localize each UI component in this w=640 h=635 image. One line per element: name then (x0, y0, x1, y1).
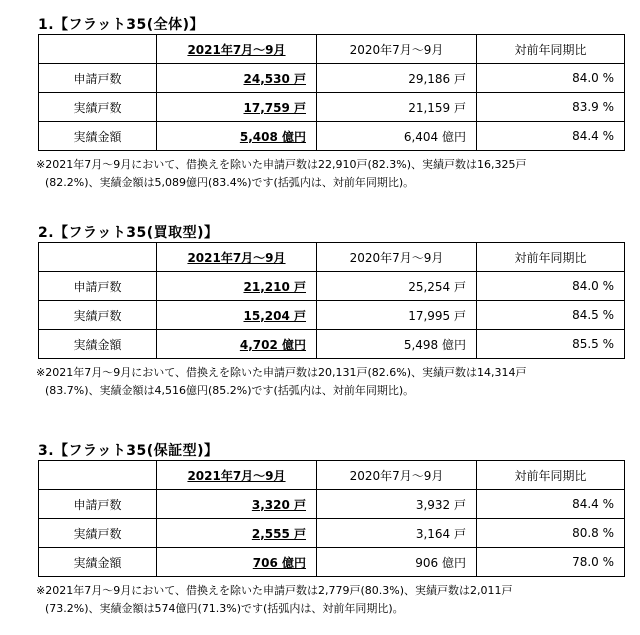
current-value: 706 億円 (157, 548, 317, 577)
ratio-value: 84.5 % (477, 301, 625, 330)
footnote (36, 156, 636, 192)
current-value: 17,759 戸 (157, 93, 317, 122)
row-label: 実績金額 (39, 122, 157, 151)
header-current-period: 2021年7月～9月 (157, 461, 317, 490)
footnote (36, 364, 636, 400)
ratio-value: 83.9 % (477, 93, 625, 122)
footnote-line-1: ※2021年7月～9月において、借換えを除いた申請戸数は20,131戸(82.6%)、実績戸数は14,314戸 (36, 366, 527, 379)
current-value: 5,408 億円 (157, 122, 317, 151)
table-row (39, 330, 625, 359)
previous-value: 17,995 戸 (317, 301, 477, 330)
previous-value: 3,932 戸 (317, 490, 477, 519)
current-value: 2,555 戸 (157, 519, 317, 548)
table-row (39, 519, 625, 548)
header-current-period: 2021年7月～9月 (157, 243, 317, 272)
table-header-row (39, 35, 625, 64)
footnote-line-2: (73.2%)、実績金額は574億円(71.3%)です(括弧内は、対前年同期比)。 (45, 602, 404, 615)
footnote-line-1: ※2021年7月～9月において、借換えを除いた申請戸数は22,910戸(82.3%)、実績戸数は16,325戸 (36, 158, 527, 171)
current-value: 3,320 戸 (157, 490, 317, 519)
table-row (39, 490, 625, 519)
ratio-value: 84.0 % (477, 272, 625, 301)
current-value: 21,210 戸 (157, 272, 317, 301)
header-empty-cell (39, 243, 157, 272)
row-label: 実績金額 (39, 330, 157, 359)
header-yoy-ratio: 対前年同期比 (477, 461, 625, 490)
previous-value: 29,186 戸 (317, 64, 477, 93)
row-label: 実績金額 (39, 548, 157, 577)
header-empty-cell (39, 461, 157, 490)
ratio-value: 80.8 % (477, 519, 625, 548)
table-row (39, 301, 625, 330)
ratio-value: 85.5 % (477, 330, 625, 359)
previous-value: 3,164 戸 (317, 519, 477, 548)
footnote-line-1: ※2021年7月～9月において、借換えを除いた申請戸数は2,779戸(80.3%)、実績戸数は2,011戸 (36, 584, 513, 597)
ratio-value: 84.4 % (477, 122, 625, 151)
stats-table (38, 460, 625, 577)
table-row (39, 93, 625, 122)
header-yoy-ratio: 対前年同期比 (477, 35, 625, 64)
row-label: 実績戸数 (39, 93, 157, 122)
table-header-row (39, 243, 625, 272)
table-row (39, 548, 625, 577)
row-label: 申請戸数 (39, 272, 157, 301)
header-previous-period: 2020年7月～9月 (317, 35, 477, 64)
section-title: 3.【フラット35(保証型)】 (38, 443, 219, 459)
ratio-value: 84.0 % (477, 64, 625, 93)
footnote (36, 582, 636, 618)
footnote-line-2: (83.7%)、実績金額は4,516億円(85.2%)です(括弧内は、対前年同期比)。 (45, 384, 415, 397)
row-label: 実績戸数 (39, 301, 157, 330)
header-current-period: 2021年7月～9月 (157, 35, 317, 64)
header-previous-period: 2020年7月～9月 (317, 461, 477, 490)
previous-value: 906 億円 (317, 548, 477, 577)
previous-value: 25,254 戸 (317, 272, 477, 301)
stats-table (38, 34, 625, 151)
header-empty-cell (39, 35, 157, 64)
current-value: 15,204 戸 (157, 301, 317, 330)
section-title: 2.【フラット35(買取型)】 (38, 225, 219, 241)
section-title: 1.【フラット35(全体)】 (38, 17, 205, 33)
ratio-value: 78.0 % (477, 548, 625, 577)
table-row (39, 272, 625, 301)
ratio-value: 84.4 % (477, 490, 625, 519)
table-row (39, 64, 625, 93)
previous-value: 6,404 億円 (317, 122, 477, 151)
table-row (39, 122, 625, 151)
footnote-line-2: (82.2%)、実績金額は5,089億円(83.4%)です(括弧内は、対前年同期比)。 (45, 176, 415, 189)
row-label: 実績戸数 (39, 519, 157, 548)
stats-table (38, 242, 625, 359)
row-label: 申請戸数 (39, 64, 157, 93)
table-header-row (39, 461, 625, 490)
previous-value: 21,159 戸 (317, 93, 477, 122)
header-previous-period: 2020年7月～9月 (317, 243, 477, 272)
current-value: 24,530 戸 (157, 64, 317, 93)
header-yoy-ratio: 対前年同期比 (477, 243, 625, 272)
previous-value: 5,498 億円 (317, 330, 477, 359)
current-value: 4,702 億円 (157, 330, 317, 359)
row-label: 申請戸数 (39, 490, 157, 519)
